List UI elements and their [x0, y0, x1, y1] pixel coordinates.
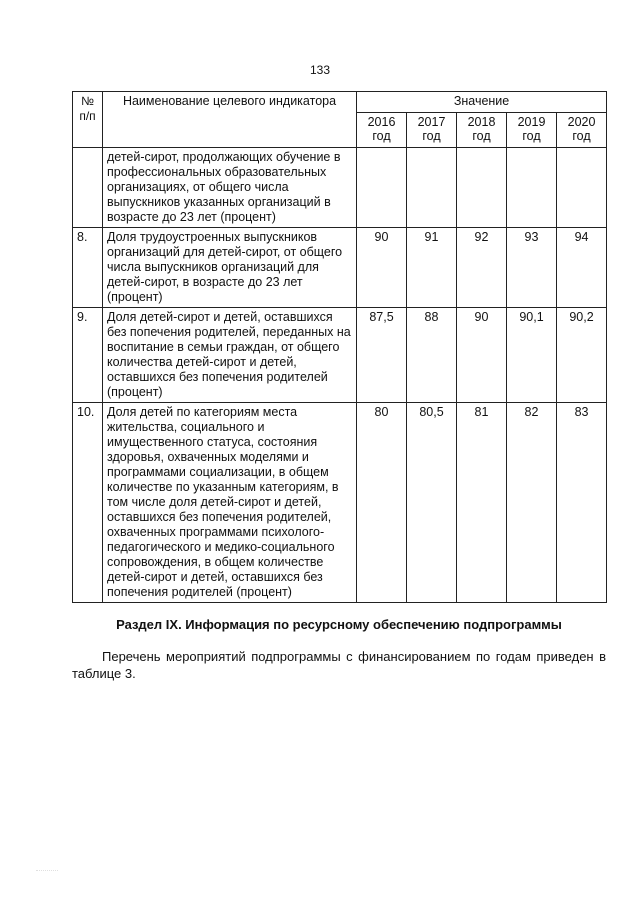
row-number	[73, 148, 103, 228]
value-2019: 90,1	[507, 308, 557, 403]
section-title: Раздел IX. Информация по ресурсному обеспечению подпрограммы	[116, 617, 562, 632]
value-2017: 88	[407, 308, 457, 403]
table-row	[73, 148, 607, 228]
value-2017: 80,5	[407, 403, 457, 603]
header-year-2018: 2018 год	[457, 113, 507, 148]
value-2020: 83	[557, 403, 607, 603]
value-2018: 92	[457, 228, 507, 308]
value-2019: 82	[507, 403, 557, 603]
table-row	[73, 403, 607, 603]
value-2018: 90	[457, 308, 507, 403]
value-2017: 91	[407, 228, 457, 308]
scan-artifact	[36, 866, 58, 871]
header-value: Значение	[357, 92, 607, 113]
body-paragraph: Перечень мероприятий подпрограммы с финансированием по годам приведен в таблице 3.	[72, 649, 606, 681]
header-year-2017: 2017 год	[407, 113, 457, 148]
value-2016: 87,5	[357, 308, 407, 403]
indicator-name: детей-сирот, продолжающих обучение в профессиональных образовательных организациях, от общего числа выпускников указанных организаций в возрасте до 23 лет (процент)	[103, 148, 357, 228]
value-2016: 90	[357, 228, 407, 308]
header-number: № п/п	[73, 92, 103, 148]
value-2016	[357, 148, 407, 228]
value-2018: 81	[457, 403, 507, 603]
row-number: 10.	[73, 403, 103, 603]
indicators-table	[72, 91, 607, 603]
header-year-2019: 2019 год	[507, 113, 557, 148]
indicator-name: Доля трудоустроенных выпускников организаций для детей-сирот, от общего числа выпускников организаций для детей-сирот, в возрасте до 23 лет (процент)	[103, 228, 357, 308]
value-2017	[407, 148, 457, 228]
value-2020	[557, 148, 607, 228]
value-2019: 93	[507, 228, 557, 308]
value-2018	[457, 148, 507, 228]
indicator-name: Доля детей-сирот и детей, оставшихся без попечения родителей, переданных на воспитание в семьи граждан, от общего количества детей-сирот и детей, оставшихся без попечения родителей (процент)	[103, 308, 357, 403]
value-2020: 90,2	[557, 308, 607, 403]
header-year-2020: 2020 год	[557, 113, 607, 148]
value-2020: 94	[557, 228, 607, 308]
value-2016: 80	[357, 403, 407, 603]
table-row	[73, 228, 607, 308]
header-indicator-name: Наименование целевого индикатора	[103, 92, 357, 148]
value-2019	[507, 148, 557, 228]
page-number: 133	[309, 63, 331, 77]
header-year-2016: 2016 год	[357, 113, 407, 148]
table-row	[73, 308, 607, 403]
row-number: 8.	[73, 228, 103, 308]
row-number: 9.	[73, 308, 103, 403]
indicator-name: Доля детей по категориям места жительства, социального и имущественного статуса, состояния здоровья, охваченных моделями и программами социализации, в общем количестве по указанным категориям, в том числе доля детей-сирот и детей, оставшихся без попечения родителей, охваченных программами психолого-педагогического и медико-социального сопровождения, в общем количестве детей-сирот и детей, оставшихся без попечения родителей (процент)	[103, 403, 357, 603]
